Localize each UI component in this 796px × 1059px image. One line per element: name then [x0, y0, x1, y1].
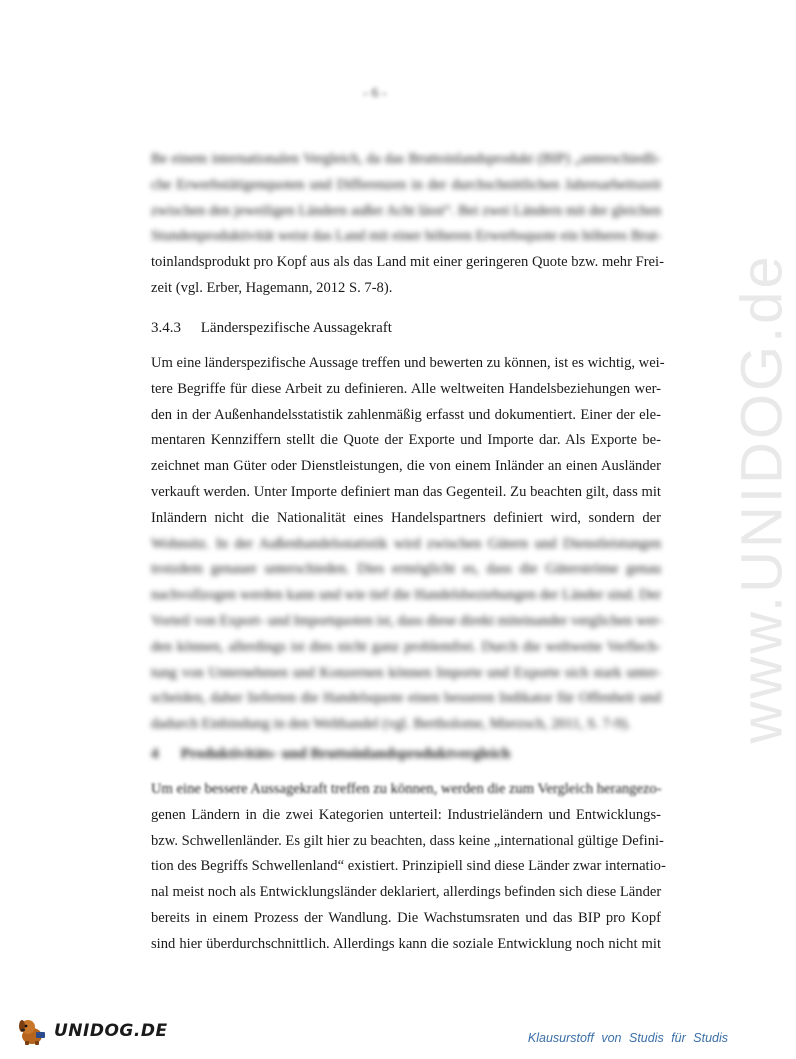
watermark: www.UNIDOG.de: [729, 253, 795, 744]
text-line: Inländern nicht die Nationalität eines Handelspartners definiert wird, sondern der: [151, 509, 661, 526]
text-line: nachvollzogen werden kann und wie tief die Handelsbeziehungen der Länder sind. Der: [151, 587, 661, 604]
text-line: zwischen den jeweiligen Ländern außer Acht lässt“. Bei zwei Ländern mit der gleichen: [151, 202, 661, 219]
page-number: - 6 -: [363, 86, 387, 101]
text-line: den in der Außenhandelsstatistik zahlenmäßig erfasst und dokumentiert. Einer der ele-: [151, 406, 661, 423]
text-line: nal meist noch als Entwicklungsländer deklariert, allerdings befinden sich diese Länder: [151, 884, 662, 901]
logo-text: UNIDOG.DE: [54, 1021, 168, 1041]
section-heading-343: [151, 320, 392, 337]
text-line: Wohnsitz. In der Außenhandelsstatistik wird zwischen Gütern und Dienstleistungen: [151, 535, 661, 552]
text-line: trotzdem genauer unterschieden. Dies ermöglicht es, dass die Güterströme genau: [151, 561, 661, 578]
text-line: tion des Begriffs Schwellenland“ existiert. Prinzipiell sind diese Länder zwar internatio-: [151, 858, 666, 875]
section-number: 3.4.3: [151, 320, 181, 336]
text-line: Vorteil von Export- und Importquoten ist, dass diese direkt miteinander verglichen wer-: [151, 612, 663, 629]
text-line: Stundenproduktivität weist das Land mit einer höheren Erwerbsquote ein höheres Brut-: [151, 228, 662, 245]
text-line: Um eine bessere Aussagekraft treffen zu können, werden die zum Vergleich herangezo-: [151, 781, 662, 797]
text-line: dadurch Einbindung in den Welthandel (vgl. Bertholome, Mierzsch, 2011, S. 7-9).: [151, 716, 631, 733]
paragraph-343: [151, 351, 665, 738]
section-title: Länderspezifische Aussagekraft: [200, 320, 392, 336]
unidog-logo[interactable]: [14, 1016, 168, 1046]
text-line: Be einem internationalen Vergleich, da das Bruttoinlandsprodukt (BIP) „unterschiedli-: [151, 151, 661, 167]
section-number: 4: [151, 746, 159, 762]
paragraph-4: [151, 777, 666, 958]
text-line: toinlandsprodukt pro Kopf aus als das Land mit einer geringeren Quote bzw. mehr Frei-: [151, 254, 664, 271]
text-line: scheiden, daher lieferten die Handelsquote einen besseren Indikator für Offenheit und: [151, 690, 661, 707]
text-line: tere Begriffe für diese Arbeit zu definieren. Alle weltweiten Handelsbeziehungen wer-: [151, 380, 661, 397]
text-line: bzw. Schwellenländer. Es gilt hier zu beachten, dass keine „international gültige Defini-: [151, 832, 664, 849]
text-line: sind hier überdurchschnittlich. Allerdings kann die soziale Entwicklung noch nicht mit: [151, 935, 661, 952]
paragraph-top: [151, 147, 664, 302]
text-line: mentaren Kennziffern stellt die Quote der Exporte und Importe dar. Als Exporte be-: [151, 432, 661, 449]
text-line: che Erwerbstätigenquoten und Differenzen in der durchschnittlichen Jahresarbeitszeit: [151, 176, 661, 193]
text-line: verkauft werden. Unter Importe definiert man das Gegenteil. Zu beachten gilt, dass mit: [151, 483, 661, 500]
text-line: zeichnet man Güter oder Dienstleistungen, die von einem Inländer an einen Ausländer: [151, 458, 661, 475]
text-line: tung von Unternehmen und Konzernen können Importe und Exporte sich stark unter-: [151, 664, 661, 681]
text-line: bereits in einem Prozess der Wandlung. Die Wachstumsraten und das BIP pro Kopf: [151, 909, 661, 926]
text-line: Um eine länderspezifische Aussage treffen und bewerten zu können, ist es wichtig, wei-: [151, 355, 665, 371]
section-title: Produktivitäts- und Bruttoinlandsproduktvergleich: [180, 746, 511, 762]
dog-icon: [14, 1016, 50, 1046]
text-line: den können, allerdings ist dies nicht ganz problemfrei. Durch die weltweite Verflech-: [151, 638, 661, 655]
section-heading-4: [151, 746, 510, 763]
text-line: genen Ländern in die zwei Kategorien unterteil: Industrieländern und Entwicklungs-: [151, 806, 661, 823]
footer-tagline: Klausurstoff von Studis für Studis: [527, 1031, 728, 1045]
text-line: zeit (vgl. Erber, Hagemann, 2012 S. 7-8).: [151, 279, 393, 296]
